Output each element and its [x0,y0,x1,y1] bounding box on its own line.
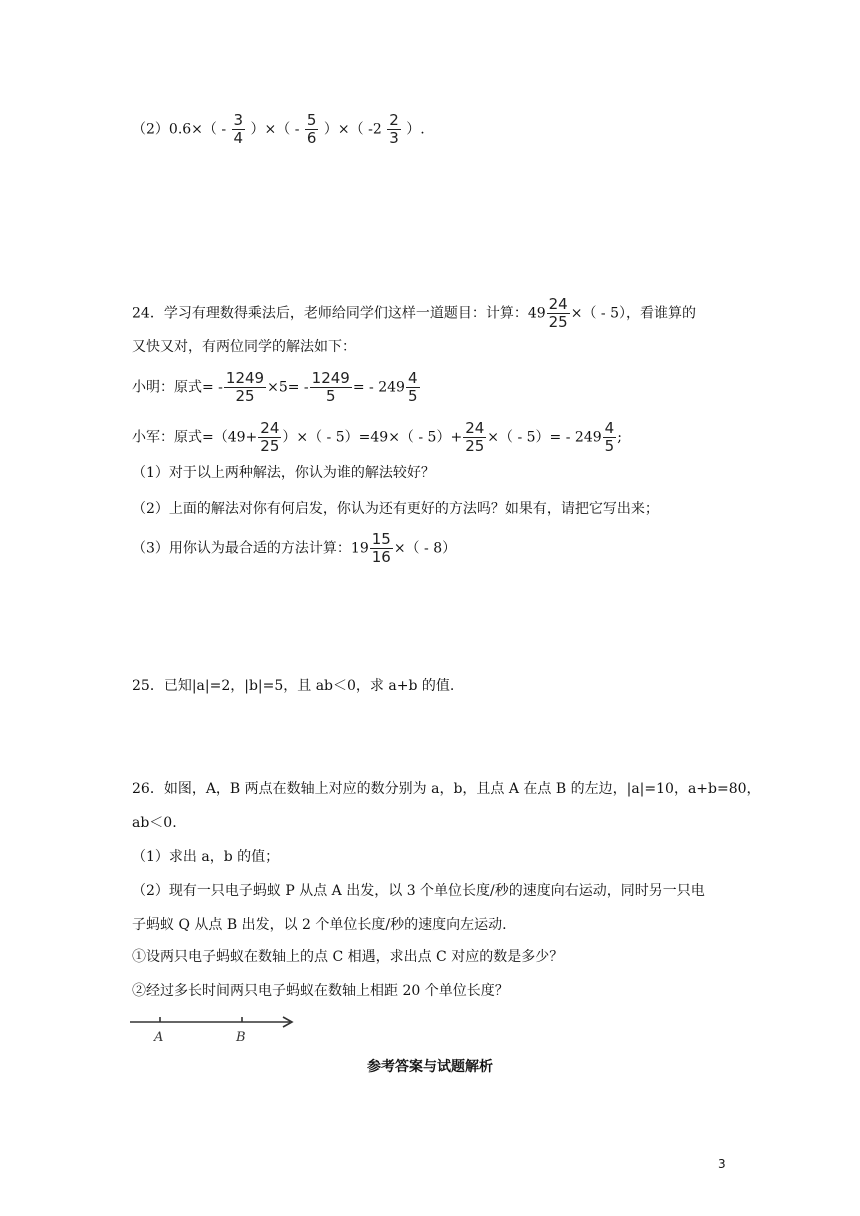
page-number: 3 [718,1157,726,1171]
problem23-part2 [132,112,425,147]
xiaojun-solution: 小军：原式=（49+ $\frac{24}{25}$ ）×（ - 5）=49×（ - 5）+ $\frac{24}{25}$ ×（ - 5）= - 249 $\frac{4}{5}$ ; [132,419,622,455]
p23-frac3: $\frac{2}{3}$ [389,111,399,147]
number-line-diagram [128,1012,300,1046]
p24-question3: （3）用你认为最合适的方法计算：19 $\frac{15}{16}$ ×（ - 8） [132,530,457,566]
problem24-line1: 24．学习有理数得乘法后，老师给同学们这样一道题目：计算：49 $\frac{24}{25}$ ×（ - 5），看谁算的 [132,295,697,331]
p23-prefix: （2）0.6×（ - [132,121,227,138]
p23-frac2: $\frac{5}{6}$ [306,111,317,147]
problem26-line1: 26．如图，A，B 两点在数轴上对应的数分别为 a，b，且点 A 在点 B 的左边，|a|=10，a+b=80， [132,781,761,797]
p23-suffix: ）. [406,121,425,138]
p24-question1: （1）对于以上两种解法，你认为谁的解法较好？ [132,465,435,481]
p26-sub1: ①设两只电子蚂蚁在数轴上的点 C 相遇，求出点 C 对应的数是多少？ [132,949,564,965]
p24-question2: （2）上面的解法对你有何启发，你认为还有更好的方法吗？如果有，请把它写出来； [132,501,659,517]
problem24-line2: 又快又对，有两位同学的解法如下： [132,339,356,355]
p26-question2-line1: （2）现有一只电子蚂蚁 P 从点 A 出发，以 3 个单位长度/秒的速度向右运动，同时另一只电 [132,883,705,899]
label-b: B [236,1030,246,1045]
problem26-line2: ab＜0. [132,815,177,831]
problem25: 25．已知|a|=2，|b|=5，且 ab＜0，求 a+b 的值. [132,678,455,694]
p23-frac1: $\frac{3}{4}$ [233,111,244,147]
answers-heading: 参考答案与试题解析 [367,1059,493,1075]
xiaoming-solution: 小明：原式= - $\frac{1249}{25}$ ×5= - $\frac{1249}{5}$ = - 249 $\frac{4}{5}$ [132,369,418,405]
p24-frac: $\frac{24}{25}$ [548,295,568,331]
p23-mid2: ）×（ -2 [323,121,382,138]
p26-sub2: ②经过多长时间两只电子蚂蚁在数轴上相距 20 个单位长度？ [132,983,509,999]
p26-question1: （1）求出 a，b 的值； [132,849,280,865]
p26-question2-line2: 子蚂蚁 Q 从点 B 出发，以 2 个单位长度/秒的速度向左运动. [132,917,507,933]
label-a: A [154,1030,164,1045]
p23-mid1: ）×（ - [250,121,300,138]
